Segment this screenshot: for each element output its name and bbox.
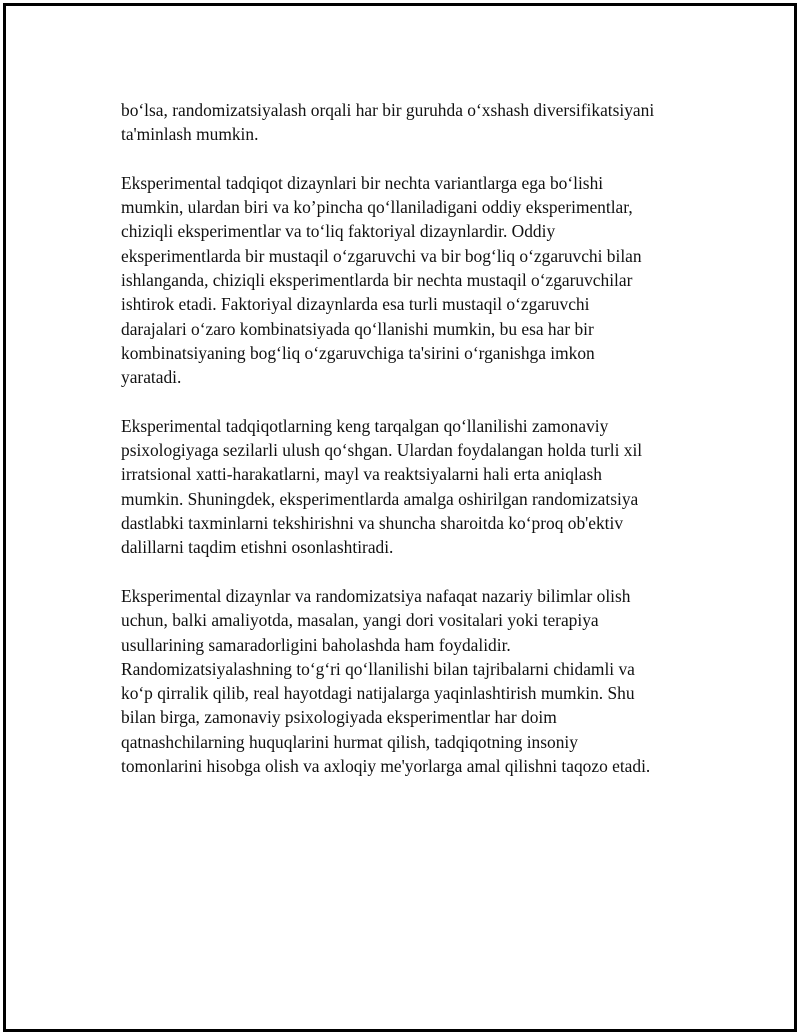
- paragraph-modern-psychology: Eksperimental tadqiqotlarning keng tarqalgan qo‘llanilishi zamonaviy psixologiyaga sezilarli ulush qo‘shgan. Ulardan foydalangan holda turli xil irratsional xatti-harakatlarni, mayl va reaktsiyalarni hali erta aniqlash mumkin. Shuningdek, eksperimentlarda amalga oshirilgan randomizatsiya dastlabki taxminlarni tekshirishni va shuncha sharoitda ko‘proq ob'ektiv dalillarni taqdim etishni osonlashtiradi.: [121, 415, 643, 558]
- page-frame: [3, 3, 797, 1032]
- page-body: [121, 98, 701, 803]
- paragraph-randomization-diversity: bo‘lsa, randomizatsiyalash orqali har bir guruhda o‘xshash diversifikatsiyani ta'minlash mumkin.: [121, 100, 655, 145]
- paragraph-design-variants: Eksperimental tadqiqot dizaynlari bir nechta variantlarga ega bo‘lishi mumkin, ulardan biri va ko’pincha qo‘llaniladigani oddiy eksperimentlar, chiziqli eksperimentlar va to‘liq faktoriyal dizaynlardir. Oddiy eksperimentlarda bir mustaqil o‘zgaruvchi va bir bog‘liq o‘zgaruvchi bilan ishlanganda, chiziqli eksperimentlarda bir nechta mustaqil o‘zgaruvchilar ishtirok etadi. Faktoriyal dizaynlarda esa turli mustaqil o‘zgaruvchi darajalari o‘zaro kombinatsiyada qo‘llanishi mumkin, bu esa har bir kombinatsiyaning bog‘liq o‘zgaruvchiga ta'sirini o‘rganishga imkon yaratadi.: [121, 172, 642, 388]
- paragraph-practical-application: Eksperimental dizaynlar va randomizatsiya nafaqat nazariy bilimlar olish uchun, balki amaliyotda, masalan, yangi dori vositalari yoki terapiya usullarining samaradorligini baholashda ham foydalidir. Randomizatsiyalashning to‘g‘ri qo‘llanilishi bilan tajribalarni chidamli va ko‘p qirralik qilib, real hayotdagi natijalarga yaqinlashtirish mumkin. Shu bilan birga, zamonaviy psixologiyada eksperimentlar har doim qatnashchilarning huquqlarini hurmat qilish, tadqiqotning insoniy tomonlarini hisobga olish va axloqiy me'yorlarga amal qilishni taqozo etadi.: [121, 585, 651, 777]
